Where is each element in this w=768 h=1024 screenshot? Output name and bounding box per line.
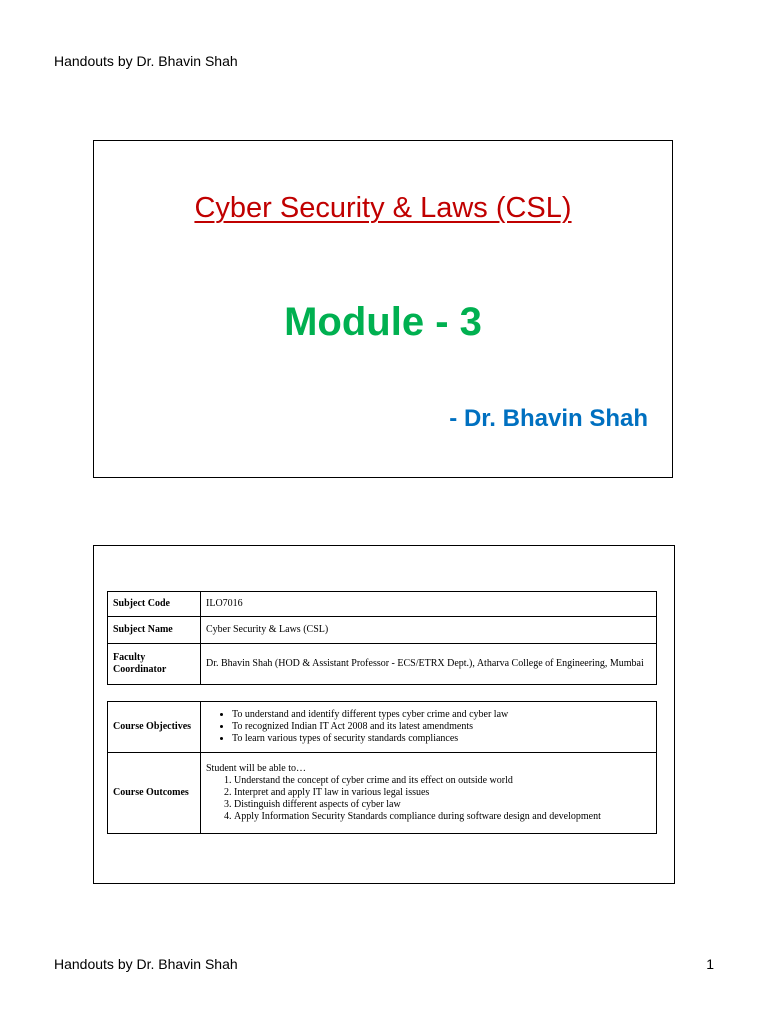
list-item: • To recognized Indian IT Act 2008 and its latest amendments <box>232 721 651 733</box>
objectives-cell <box>201 702 657 753</box>
course-title: Cyber Security & Laws (CSL) <box>194 192 572 224</box>
list-item: 2. Interpret and apply IT law in various legal issues <box>234 787 651 799</box>
objectives-list <box>206 709 651 745</box>
list-item: 3. Distinguish different aspects of cyber law <box>234 799 651 811</box>
course-table <box>107 701 657 834</box>
subject-name-label: Subject Name <box>108 617 201 644</box>
objectives-label: Course Objectives <box>108 702 201 753</box>
table-row <box>108 644 657 685</box>
list-item: • To understand and identify different types cyber crime and cyber law <box>232 709 651 721</box>
page-footer: Handouts by Dr. Bhavin Shah <box>54 956 238 972</box>
page-number: 1 <box>706 956 714 972</box>
outcomes-list <box>206 775 651 823</box>
faculty-label: Faculty Coordinator <box>108 644 201 685</box>
list-item: 1. Understand the concept of cyber crime and its effect on outside world <box>234 775 651 787</box>
outcomes-intro: Student will be able to… <box>206 763 306 774</box>
table-row <box>108 617 657 644</box>
subject-code-value: ILO7016 <box>201 592 657 617</box>
table-row <box>108 592 657 617</box>
subject-info-table <box>107 591 657 685</box>
outcomes-cell <box>201 753 657 834</box>
subject-name-value: Cyber Security & Laws (CSL) <box>201 617 657 644</box>
subject-code-label: Subject Code <box>108 592 201 617</box>
faculty-value: Dr. Bhavin Shah (HOD & Assistant Professor - ECS/ETRX Dept.), Atharva College of Engineering, Mumbai <box>201 644 657 685</box>
author-name: - Dr. Bhavin Shah <box>449 405 648 432</box>
outcomes-label: Course Outcomes <box>108 753 201 834</box>
page-header: Handouts by Dr. Bhavin Shah <box>54 53 238 69</box>
table-row <box>108 753 657 834</box>
module-heading: Module - 3 <box>284 300 482 344</box>
list-item: • To learn various types of security standards compliances <box>232 733 651 745</box>
course-info-slide <box>93 545 675 884</box>
title-slide <box>93 140 673 478</box>
list-item: 4. Apply Information Security Standards compliance during software design and development <box>234 811 651 823</box>
table-row <box>108 702 657 753</box>
